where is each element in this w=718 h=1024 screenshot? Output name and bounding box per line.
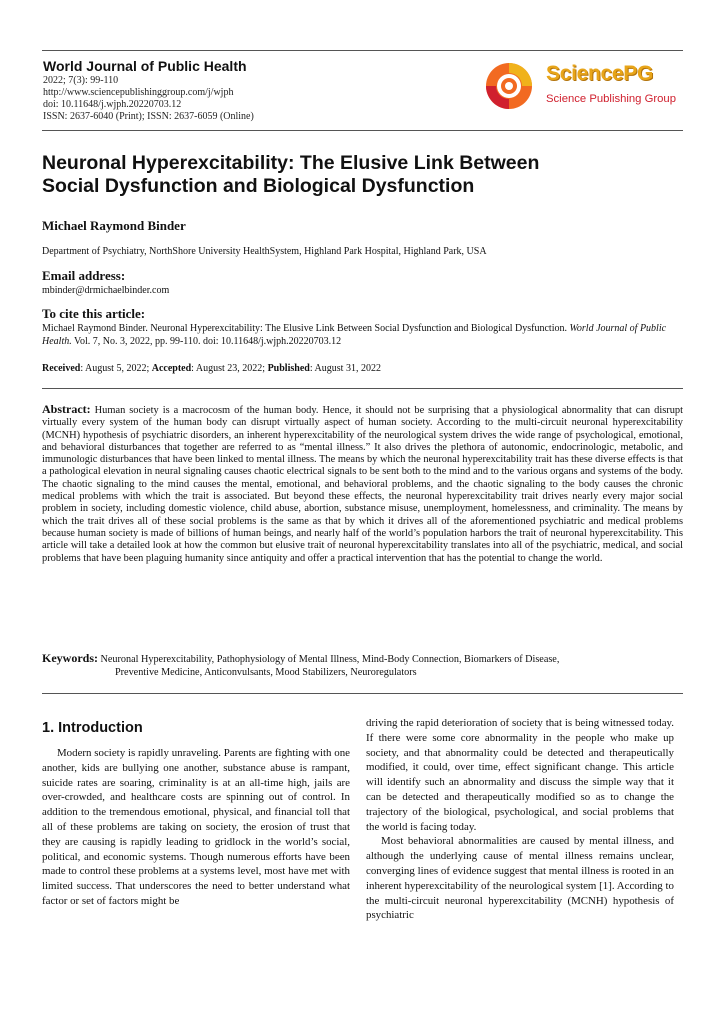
- keywords-line-2: Preventive Medicine, Anticonvulsants, Mood Stabilizers, Neuroregulators: [115, 667, 417, 678]
- keywords-bottom-rule: [42, 693, 683, 694]
- citation: [42, 322, 682, 348]
- accepted-label: Accepted: [151, 363, 192, 374]
- email-label: Email address:: [42, 268, 126, 283]
- sciencepg-logo-icon: [482, 60, 542, 112]
- published-label: Published: [267, 363, 310, 374]
- abstract-label: Abstract:: [42, 402, 91, 416]
- journal-url[interactable]: http://www.sciencepublishinggroup.com/j/wjph: [43, 87, 234, 98]
- email-address[interactable]: mbinder@drmichaelbinder.com: [42, 285, 170, 296]
- abstract: [42, 403, 683, 565]
- author-name: Michael Raymond Binder: [42, 218, 186, 233]
- title-line-2: Social Dysfunction and Biological Dysfunction: [42, 175, 475, 197]
- journal-doi: doi: 10.11648/j.wjph.20220703.12: [43, 99, 182, 110]
- citation-journal: World Journal of Public Health.: [42, 323, 667, 347]
- keywords-line-1: Neuronal Hyperexcitability, Pathophysiology of Mental Illness, Mind-Body Connection, Biomarkers of Disease,: [100, 654, 560, 665]
- cite-label: To cite this article:: [42, 306, 146, 321]
- left-column: [42, 746, 350, 909]
- journal-name: World Journal of Public Health: [43, 58, 247, 74]
- article-title: [42, 152, 682, 198]
- received-date: : August 5, 2022;: [80, 363, 152, 374]
- intro-paragraph-1-continued: driving the rapid deterioration of society that is being witnessed today. If there were some core abnormality in the people who make up society, and that abnormality could be detected and therapeutically modified, it could, over time, effect significant change. This article will identify such an abnormality and discuss the simple way that it can be detected and therapeutically modified so as to change the trajectory of the biological, psychological, and social problems that the world is facing today.: [366, 717, 674, 833]
- abstract-top-rule: [42, 388, 683, 389]
- section-heading-introduction: 1. Introduction: [42, 720, 143, 736]
- header-bottom-rule: [42, 130, 683, 131]
- published-date: : August 31, 2022: [309, 363, 381, 374]
- volume-line: 2022; 7(3): 99-110: [43, 75, 119, 86]
- intro-paragraph-2: Most behavioral abnormalities are caused by mental illness, and although the underlying cause of mental illness remains unclear, converging lines of evidence suggest that mental illness is rooted in an inherent hyperexcitability of the neurological system [1]. According to the multi-circuit neuronal hyperexcitability (MCNH) hypothesis of psychiatric: [366, 835, 674, 922]
- logo-subtitle: Science Publishing Group: [546, 93, 676, 105]
- received-label: Received: [42, 363, 81, 374]
- top-rule: [42, 50, 683, 51]
- intro-paragraph-1: Modern society is rapidly unraveling. Parents are fighting with one another, kids are bullying one another, substance abuse is rampant, suicide rates are soaring, criminality is at an all-time high, jails are over-crowded, and healthcare costs are spinning out of control. In addition to the tremendous emotional, physical, and financial toll that all of these problems are taking on society, the erosion of trust that they are causing is rapidly leading to gridlock in the world’s social, political, and economic systems. Though numerous efforts have been made to control these problems at a systems level, most have met with limited success. That underscores the need to better understand what factor or set of factors might be: [42, 747, 350, 907]
- title-line-1: Neuronal Hyperexcitability: The Elusive Link Between: [42, 152, 540, 174]
- publication-dates: [42, 363, 381, 374]
- right-column: [366, 716, 674, 923]
- keywords-label: Keywords:: [42, 651, 98, 665]
- affiliation: Department of Psychiatry, NorthShore University HealthSystem, Highland Park Hospital, Highland Park, USA: [42, 246, 487, 257]
- accepted-date: : August 23, 2022;: [191, 363, 268, 374]
- logo-title: SciencePG: [546, 62, 654, 85]
- citation-details: Vol. 7, No. 3, 2022, pp. 99-110. doi: 10.11648/j.wjph.20220703.12: [74, 336, 342, 347]
- journal-issn: ISSN: 2637-6040 (Print); ISSN: 2637-6059 (Online): [43, 111, 254, 122]
- citation-text: Michael Raymond Binder. Neuronal Hyperexcitability: The Elusive Link Between Social Dysfunction and Biological Dysfunction.: [42, 323, 567, 334]
- sciencepg-logo: [482, 60, 687, 112]
- abstract-text: Human society is a macrocosm of the human body. Hence, it should not be surprising that a physiological abnormality that can disrupt virtually every system of the human body can disrupt virtually aspect of human society. According to the multi-circuit neuronal hyperexcitability (MCNH) hypothesis of psychiatric disorders, an inherent hyperexcitability of the neurological system drives the wide range of psychological, emotional, and behavioral disturbances that together are referred to as “mental illness.” It also drives the plethora of autonomic, endocrinologic, metabolic, and immunologic disturbances that have been linked to mental illness. The means by which the neuronal hyperexcitability trait has these diverse effects is that a pathological elevation in neural signaling causes chaotic electrical signals to be sent both to the mind and to the various organs and systems of the body. The chaotic signaling to the mind causes the mental, emotional, and behavioral problems, and the chaotic signaling to the body causes the chronic medical problems with which the trait is associated. But beyond these effects, the neuronal hyperexcitability trait drives nearly every major social problem in society, including domestic violence, child abuse, abortion, substance misuse, unemployment, homelessness, and criminality. The means by which the trait drives all of these social problems is the same as that by which it drives all of the aforementioned psychiatric and medical problems because human society is made of billions of human beings, and nearly half of the world’s population harbors the trait of neuronal hyperexcitability. This article will take a detailed look at how the common but elusive trait of neuronal hyperexcitability translates into all of the psychiatric, medical, and social problems that have been plaguing humanity since antiquity and offer a practical intervention that has the potential to change the world.: [42, 405, 683, 564]
- keywords: [42, 652, 683, 679]
